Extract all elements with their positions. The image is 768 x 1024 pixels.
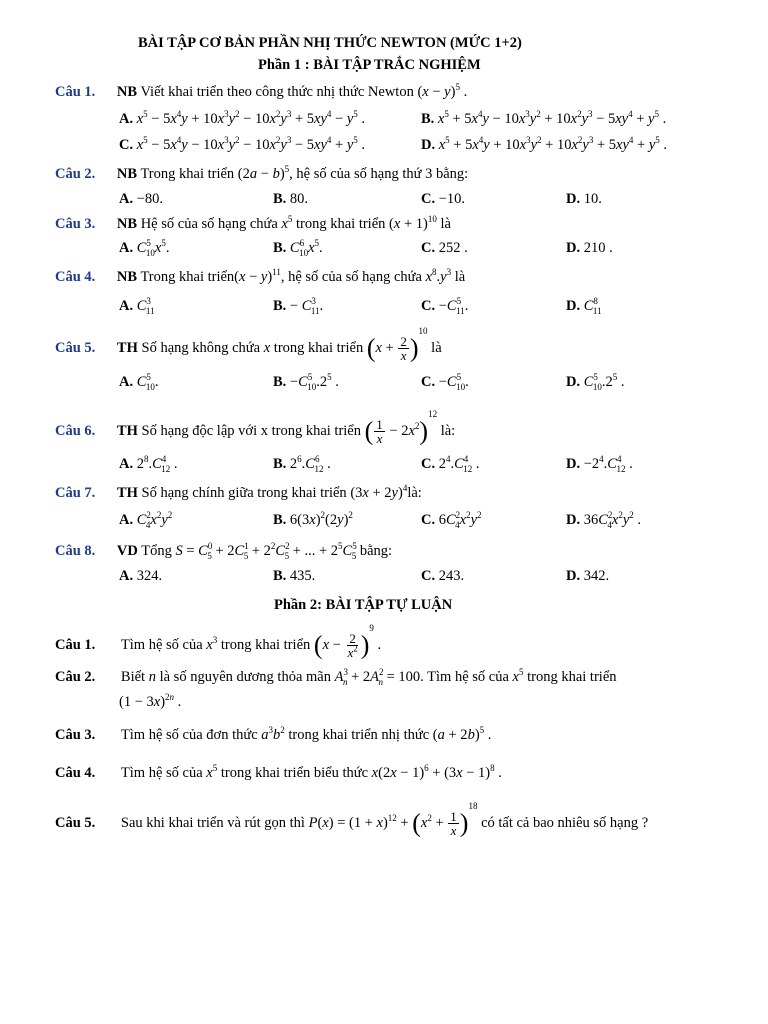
mc-question-3: Câu 3. NB Hệ số của số hạng chứa $x^5$ trong khai triển $(x + 1)^{10}$ là xyxy=(55,214,451,232)
mc-q5-option-d[interactable]: D. $C^5_{10}.2^5$ . xyxy=(566,372,625,392)
mc-q6-option-a[interactable]: A. $2^8.C^4_{12}$ . xyxy=(119,454,178,474)
mc-q7-option-d[interactable]: D. $36C^2_4x^2y^2$ . xyxy=(566,510,642,530)
mc-q2-option-c[interactable]: C. −10. xyxy=(421,191,466,207)
mc-q6-option-d[interactable]: D. $-2^4.C^4_{12}$ . xyxy=(566,454,633,474)
mc-question-4: Câu 4. NB Trong khai triển(x − y)$^{11}$, hệ số của số hạng chứa $x^8.y^3$ là xyxy=(55,267,466,285)
part1-title: Phần 1 : BÀI TẬP TRẮC NGHIỆM xyxy=(258,57,481,73)
mc-q8-option-b[interactable]: B. 435. xyxy=(273,568,316,584)
mc-q7-option-a[interactable]: A. $C^2_4x^2y^2$ xyxy=(119,510,173,530)
mc-q3-option-c[interactable]: C. 252 . xyxy=(421,240,468,256)
mc-q1-option-d[interactable]: D. $x^5 + 5x^4y + 10x^3y^2 + 10x^2y^3 + 5xy^4 + y^5$ . xyxy=(421,135,668,153)
mc-q6-option-c[interactable]: C. $2^4.C^4_{12}$ . xyxy=(421,454,480,474)
mc-q3-option-b[interactable]: B. $C^6_{10}x^5$. xyxy=(273,238,323,258)
mc-question-5: Câu 5. TH Số hạng không chứa x trong khai triển (x + $\frac{2}{x}$ )$^{10}$ là xyxy=(55,326,442,364)
mc-question-1: Câu 1. NB Viết khai triển theo công thức nhị thức Newton $(x - y)^5$ . xyxy=(55,82,468,100)
part2-title: Phần 2: BÀI TẬP TỰ LUẬN xyxy=(274,597,453,613)
mc-question-6: Câu 6. TH Số hạng độc lập với x trong khai triển ( $\frac{1}{x}$ − $2x^2)^{12}$ là: xyxy=(55,409,456,447)
essay-q2-expression: $(1 - 3x)^{2n}$ . xyxy=(119,692,182,710)
mc-q4-option-a[interactable]: A. $C^3_{11}$ xyxy=(119,296,155,316)
essay-question-4: Câu 4. Tìm hệ số của $x^5$ trong khai triển biểu thức $x(2x - 1)^6 + (3x - 1)^8$ . xyxy=(55,763,502,781)
mc-q7-option-c[interactable]: C. $6C^2_4x^2y^2$ xyxy=(421,510,482,530)
mc-q7-option-b[interactable]: B. $6(3x)^2(2y)^2$ xyxy=(273,510,353,528)
mc-q1-option-c[interactable]: C. $x^5 - 5x^4y - 10x^3y^2 - 10x^2y^3 - 5xy^4 + y^5$ . xyxy=(119,135,366,153)
mc-q3-option-d[interactable]: D. 210 . xyxy=(566,240,613,256)
essay-question-1: Câu 1. Tìm hệ số của $x^3$ trong khai triển (x − $\frac{2}{x^2}$ )$^9$ . xyxy=(55,623,382,661)
essay-question-3: Câu 3. Tìm hệ số của đơn thức $a^3b^2$ trong khai triển nhị thức $(a + 2b)^5$ . xyxy=(55,725,492,743)
mc-q5-option-a[interactable]: A. $C^5_{10}$. xyxy=(119,372,159,392)
mc-q4-option-b[interactable]: B. − $C^3_{11}$. xyxy=(273,296,324,316)
mc-q4-option-d[interactable]: D. $C^8_{11}$ xyxy=(566,296,602,316)
mc-q6-option-b[interactable]: B. $2^6.C^6_{12}$ . xyxy=(273,454,331,474)
mc-q8-option-c[interactable]: C. 243. xyxy=(421,568,465,584)
mc-q5-option-c[interactable]: C. $-C^5_{10}$. xyxy=(421,372,469,392)
mc-q3-option-a[interactable]: A. $C^5_{10}x^5$. xyxy=(119,238,170,258)
mc-q2-option-b[interactable]: B. 80. xyxy=(273,191,309,207)
essay-question-5: Câu 5. Sau khi khai triển và rút gọn thì $P(x) = (1 + x)^{12} + (x^2$ + $\frac{1}{x}$ )$^{18}$ có tất cả bao nhiêu số hạng ? xyxy=(55,801,649,839)
mc-q2-option-d[interactable]: D. 10. xyxy=(566,191,602,207)
mc-q8-option-a[interactable]: A. 324. xyxy=(119,568,163,584)
mc-q5-option-b[interactable]: B. $-C^5_{10}.2^5$ . xyxy=(273,372,339,392)
mc-q2-option-a[interactable]: A. −80. xyxy=(119,191,164,207)
mc-q1-option-a[interactable]: A. $x^5 - 5x^4y + 10x^3y^2 - 10x^2y^3 + 5xy^4 - y^5$ . xyxy=(119,109,366,127)
document-title: BÀI TẬP CƠ BẢN PHẦN NHỊ THỨC NEWTON (MỨC 1+2) xyxy=(138,35,522,51)
mc-q1-option-b[interactable]: B. $x^5 + 5x^4y - 10x^3y^2 + 10x^2y^3 - 5xy^4 + y^5$ . xyxy=(421,109,667,127)
mc-question-2: Câu 2. NB Trong khai triển $(2a - b)^5$, hệ số của số hạng thứ 3 bằng: xyxy=(55,164,469,182)
essay-question-2: Câu 2. Biết n là số nguyên dương thỏa mãn $A^3_n + 2A^2_n = 100$. Tìm hệ số của $x^5$ trong khai triển xyxy=(55,667,617,687)
mc-q8-option-d[interactable]: D. 342. xyxy=(566,568,610,584)
mc-question-7: Câu 7. TH Số hạng chính giữa trong khai triển $(3x + 2y)^4là$: xyxy=(55,483,422,501)
mc-question-8: Câu 8. VD Tổng $S = C^0_5 + 2C^1_5 + 2^2C^2_5$ + ... + $2^5C^5_5$ bằng: xyxy=(55,541,393,561)
mc-q4-option-c[interactable]: C. $-C^5_{11}$. xyxy=(421,296,469,316)
